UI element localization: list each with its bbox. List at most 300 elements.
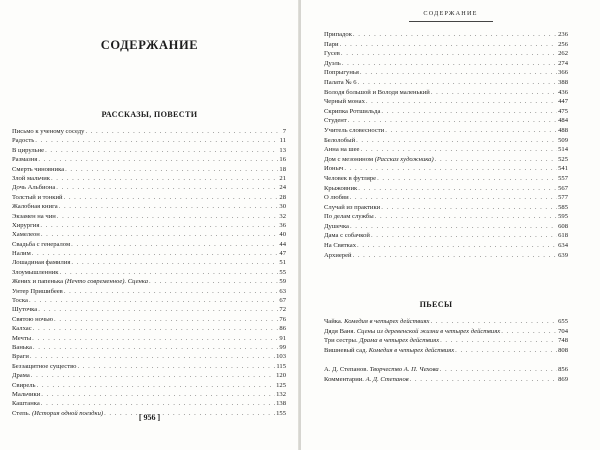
toc-entry-title bbox=[324, 317, 429, 327]
toc-dot-leader bbox=[501, 327, 557, 337]
toc-entry bbox=[12, 277, 286, 286]
toc-dot-leader bbox=[358, 78, 558, 88]
toc-entry bbox=[324, 59, 568, 69]
toc-dot-leader bbox=[71, 258, 278, 267]
toc-entry-main-title: Лошадиная фамилия bbox=[12, 259, 71, 267]
toc-entry-page: 72 bbox=[279, 306, 286, 314]
toc-entry-main-title: Ионыч bbox=[324, 165, 344, 173]
toc-entry-title bbox=[324, 251, 352, 261]
toc-entry-page: 115 bbox=[276, 362, 286, 370]
toc-entry-main-title: Шуточка bbox=[12, 306, 38, 314]
toc-entry-main-title: Ванька bbox=[12, 343, 32, 351]
toc-entry bbox=[324, 193, 568, 203]
toc-entry-page: 704 bbox=[558, 327, 568, 335]
toc-entry bbox=[12, 155, 286, 164]
toc-entry-main-title: По делам службы bbox=[324, 213, 374, 221]
toc-dot-leader bbox=[440, 336, 557, 346]
toc-entry-page: 274 bbox=[558, 59, 568, 67]
toc-entry-page: 577 bbox=[558, 194, 568, 202]
toc-entry bbox=[324, 164, 568, 174]
toc-entry-title bbox=[324, 336, 439, 346]
toc-entry-title bbox=[324, 78, 357, 88]
toc-entry-title bbox=[12, 212, 56, 221]
toc-entry bbox=[12, 193, 286, 202]
toc-entry-title bbox=[12, 334, 31, 343]
toc-entry-title bbox=[12, 277, 148, 286]
toc-entry bbox=[324, 336, 568, 346]
toc-entry-page: 514 bbox=[558, 146, 568, 154]
toc-dot-leader bbox=[360, 145, 557, 155]
toc-entry bbox=[324, 88, 568, 98]
toc-entry-page: 655 bbox=[558, 318, 568, 325]
toc-entry-title bbox=[12, 136, 34, 145]
toc-entry-page: 91 bbox=[279, 334, 286, 342]
toc-entry bbox=[12, 390, 286, 399]
toc-entry-title bbox=[12, 315, 53, 324]
right-page bbox=[301, 0, 600, 450]
toc-entry bbox=[12, 136, 286, 145]
toc-entry-main-title: Пари bbox=[324, 40, 339, 48]
toc-entry-title bbox=[12, 268, 58, 277]
toc-entry bbox=[12, 381, 286, 390]
toc-dot-leader bbox=[377, 174, 557, 184]
toc-entry-page: 557 bbox=[558, 174, 568, 182]
toc-entry-main-title: Драма bbox=[12, 372, 30, 380]
toc-entry-page: 262 bbox=[558, 50, 568, 58]
toc-entry bbox=[12, 324, 286, 333]
toc-entry-main-title: Дочь Альбиона bbox=[12, 184, 56, 192]
toc-entry-main-title: Черный монах bbox=[324, 98, 365, 106]
toc-entry-page: 608 bbox=[558, 222, 568, 230]
toc-dot-leader bbox=[430, 317, 557, 327]
toc-entry-page: 748 bbox=[558, 337, 568, 345]
toc-dot-leader bbox=[353, 251, 558, 261]
toc-dot-leader bbox=[410, 375, 557, 385]
toc-dot-leader bbox=[59, 202, 279, 211]
toc-entry-page: 541 bbox=[558, 165, 568, 173]
toc-entry-main-title: А. Д. Степанов. bbox=[324, 365, 370, 373]
toc-dot-leader bbox=[33, 343, 279, 352]
toc-entry-main-title: Учитель словесности bbox=[324, 126, 385, 134]
toc-dot-leader bbox=[59, 268, 278, 277]
toc-entry-page: 59 bbox=[279, 278, 286, 286]
toc-entry bbox=[324, 49, 568, 59]
toc-entry bbox=[324, 212, 568, 222]
toc-entry-title bbox=[12, 174, 50, 183]
toc-entry bbox=[324, 203, 568, 213]
toc-entry-page: 484 bbox=[558, 117, 568, 125]
toc-dot-leader bbox=[45, 146, 278, 155]
toc-entry-page: 55 bbox=[279, 268, 286, 276]
toc-dot-leader bbox=[64, 193, 279, 202]
toc-dot-leader bbox=[371, 231, 557, 241]
toc-dot-leader bbox=[348, 116, 557, 126]
left-page bbox=[0, 0, 299, 450]
toc-entry-main-title: В цирульне bbox=[12, 146, 45, 154]
toc-entry-title bbox=[324, 68, 359, 78]
toc-entry bbox=[12, 183, 286, 192]
toc-entry-subtitle: (История одной поездки) bbox=[31, 409, 104, 417]
toc-entry-main-title: Припадок bbox=[324, 31, 352, 38]
toc-entry-title bbox=[12, 352, 29, 361]
toc-dot-leader bbox=[64, 287, 279, 296]
toc-dot-leader bbox=[32, 334, 278, 343]
toc-entry-title bbox=[324, 116, 347, 126]
toc-entry-page: 18 bbox=[279, 165, 286, 173]
toc-dot-leader bbox=[341, 49, 557, 59]
toc-entry-page: 436 bbox=[558, 88, 568, 96]
toc-entry-title bbox=[324, 107, 380, 117]
toc-entry-title bbox=[324, 212, 374, 222]
toc-entry-page: 28 bbox=[279, 193, 286, 201]
toc-entry-page: 138 bbox=[276, 400, 286, 408]
toc-entry-main-title: Свадьба с генералом bbox=[12, 240, 71, 248]
toc-entry bbox=[324, 355, 568, 365]
toc-entry bbox=[324, 155, 568, 165]
toc-entry-title bbox=[324, 40, 339, 50]
toc-entry-main-title: Три сестры. bbox=[324, 337, 360, 345]
toc-entry bbox=[324, 222, 568, 232]
toc-dot-leader bbox=[30, 352, 275, 361]
toc-dot-leader bbox=[77, 362, 275, 371]
toc-stories-left bbox=[12, 127, 286, 418]
toc-entry-main-title: Чайка. bbox=[324, 318, 345, 325]
toc-entry-main-title: Попрыгунья bbox=[324, 69, 359, 77]
toc-entry-main-title: Дама с собачкой bbox=[324, 232, 370, 240]
toc-entry-title bbox=[12, 324, 32, 333]
toc-entry-main-title: Враги bbox=[12, 353, 29, 361]
toc-entry-page: 525 bbox=[558, 155, 568, 163]
toc-entry bbox=[12, 287, 286, 296]
toc-entry bbox=[324, 145, 568, 155]
toc-dot-leader bbox=[342, 59, 557, 69]
toc-entry bbox=[324, 241, 568, 251]
toc-entry bbox=[12, 212, 286, 221]
toc-dot-leader bbox=[41, 399, 275, 408]
toc-entry-title bbox=[12, 202, 58, 211]
toc-entry-page: 99 bbox=[279, 343, 286, 351]
toc-entry-page: 47 bbox=[279, 250, 286, 258]
toc-entry-main-title: Дом с мезонином bbox=[324, 155, 375, 163]
toc-entry-page: 7 bbox=[282, 128, 286, 135]
toc-entry-title bbox=[12, 221, 39, 230]
toc-entry-subtitle: Комедия в четырех действиях bbox=[344, 318, 430, 325]
toc-entry-page: 13 bbox=[279, 146, 286, 154]
toc-dot-leader bbox=[366, 97, 557, 107]
toc-dot-leader bbox=[38, 155, 278, 164]
toc-entry-page: 125 bbox=[276, 381, 286, 389]
toc-entry bbox=[12, 146, 286, 155]
page-title: СОДЕРЖАНИЕ bbox=[100, 38, 199, 52]
toc-entry-title bbox=[324, 174, 376, 184]
toc-entry-title bbox=[12, 258, 70, 267]
toc-entry-page: 67 bbox=[279, 297, 286, 305]
toc-entry-page: 634 bbox=[558, 242, 568, 250]
toc-entry-main-title: Экзамен на чин bbox=[12, 212, 56, 220]
toc-entry-main-title: Налим bbox=[12, 250, 31, 258]
toc-entry-main-title: Душечка bbox=[324, 222, 349, 230]
toc-entry-page: 366 bbox=[558, 69, 568, 77]
toc-dot-leader bbox=[38, 305, 278, 314]
toc-entry bbox=[12, 362, 286, 371]
toc-entry bbox=[12, 221, 286, 230]
toc-dot-leader bbox=[41, 390, 275, 399]
toc-entry-title bbox=[324, 184, 357, 194]
toc-entry-title bbox=[324, 375, 409, 385]
toc-entry-title bbox=[324, 59, 341, 69]
toc-entry-page: 595 bbox=[558, 213, 568, 221]
toc-dot-leader bbox=[54, 315, 278, 324]
toc-entry bbox=[12, 371, 286, 380]
toc-entry-subtitle: Сцены из деревенской жизни в четырех действиях bbox=[356, 327, 501, 335]
toc-entry-main-title: Унтер Пришибеев bbox=[12, 287, 63, 295]
toc-entry bbox=[12, 268, 286, 277]
toc-entry-subtitle: (Нечто современное). Сценка bbox=[64, 278, 149, 286]
toc-entry-page: 11 bbox=[279, 137, 286, 145]
toc-entry-main-title: Студент bbox=[324, 117, 347, 125]
section-title-stories: РАССКАЗЫ, ПОВЕСТИ bbox=[101, 110, 198, 119]
toc-entry-page: 40 bbox=[279, 231, 286, 239]
toc-entry bbox=[12, 240, 286, 249]
toc-entry-title bbox=[324, 30, 352, 40]
toc-entry-title bbox=[12, 249, 31, 258]
toc-entry-title bbox=[324, 155, 434, 165]
toc-entry bbox=[324, 136, 568, 146]
toc-dot-leader bbox=[375, 212, 557, 222]
toc-entry-page: 488 bbox=[558, 126, 568, 134]
toc-entry-main-title: Жених и папенька bbox=[12, 278, 65, 286]
toc-entry-main-title: Володя большой и Володя маленький bbox=[324, 88, 430, 96]
toc-entry bbox=[12, 258, 286, 267]
toc-entry-page: 639 bbox=[558, 251, 568, 259]
toc-dot-leader bbox=[65, 165, 278, 174]
toc-entry bbox=[324, 126, 568, 136]
toc-entry-page: 36 bbox=[279, 221, 286, 229]
toc-entry-main-title: Злоумышленник bbox=[12, 268, 59, 276]
toc-entry-main-title: Святою ночью bbox=[12, 315, 54, 323]
toc-entry-main-title: Злой мальчик bbox=[12, 174, 50, 182]
toc-entry-main-title: Крыжовник bbox=[324, 184, 358, 192]
toc-entry-page: 567 bbox=[558, 184, 568, 192]
toc-entry-main-title: Архиерей bbox=[324, 251, 352, 259]
toc-entry-main-title: Мечты bbox=[12, 334, 32, 342]
toc-entry-subtitle: (Рассказ художника) bbox=[374, 155, 434, 163]
toc-entry-page: 256 bbox=[558, 40, 568, 48]
toc-dot-leader bbox=[51, 174, 278, 183]
toc-entry-title bbox=[12, 305, 37, 314]
running-head-rule bbox=[409, 21, 493, 22]
toc-dot-leader bbox=[32, 249, 279, 258]
toc-entry-main-title: Хамелеон bbox=[12, 231, 40, 239]
toc-entry-title bbox=[12, 362, 76, 371]
toc-entry bbox=[12, 352, 286, 361]
toc-entry-title bbox=[12, 371, 30, 380]
toc-entry-main-title: Хирургия bbox=[12, 221, 40, 229]
toc-entry bbox=[12, 127, 286, 136]
toc-dot-leader bbox=[40, 221, 278, 230]
toc-entry-subtitle: Драма в четырех действиях bbox=[359, 337, 440, 345]
toc-dot-leader bbox=[381, 203, 557, 213]
toc-entry-title bbox=[324, 241, 356, 251]
toc-entry-main-title: Гусев bbox=[324, 50, 340, 58]
toc-entry-title bbox=[324, 346, 454, 356]
page-number: [ 956 ] bbox=[138, 413, 161, 422]
toc-entry bbox=[324, 317, 568, 327]
toc-entry-title bbox=[324, 365, 439, 375]
toc-entry-title bbox=[324, 193, 349, 203]
running-head: СОДЕРЖАНИЕ bbox=[423, 10, 478, 17]
toc-entry-title bbox=[324, 145, 359, 155]
toc-entry-page: 155 bbox=[276, 409, 286, 417]
toc-entry-page: 388 bbox=[558, 78, 568, 86]
toc-dot-leader bbox=[149, 277, 278, 286]
toc-entry-main-title: Человек в футляре bbox=[324, 174, 377, 182]
toc-entry bbox=[12, 174, 286, 183]
toc-entry bbox=[12, 343, 286, 352]
toc-entry-page: 76 bbox=[279, 315, 286, 323]
toc-entry-page: 16 bbox=[279, 156, 286, 164]
toc-entry-subtitle: Комедия в четырех действиях bbox=[368, 346, 455, 354]
toc-entry-title bbox=[324, 327, 500, 337]
toc-entry bbox=[324, 107, 568, 117]
toc-entry-page: 44 bbox=[279, 240, 286, 248]
toc-entry-title bbox=[324, 126, 384, 136]
toc-entry bbox=[324, 78, 568, 88]
toc-entry-main-title: Степь. bbox=[12, 409, 32, 417]
toc-entry-main-title: Случай из практики bbox=[324, 203, 381, 211]
toc-dot-leader bbox=[29, 296, 278, 305]
toc-entry-page: 475 bbox=[558, 107, 568, 115]
toc-dot-leader bbox=[357, 241, 557, 251]
toc-entry-main-title: Беззащитное существо bbox=[12, 362, 77, 370]
toc-stories-right bbox=[324, 30, 568, 260]
toc-entry-title bbox=[12, 165, 64, 174]
toc-entry-page: 51 bbox=[279, 259, 286, 267]
toc-entry bbox=[324, 30, 568, 40]
toc-dot-leader bbox=[85, 127, 281, 136]
toc-dot-leader bbox=[435, 155, 557, 165]
toc-entry-title bbox=[324, 222, 349, 232]
toc-entry-main-title: Радость bbox=[12, 137, 35, 145]
toc-entry-main-title: Свирель bbox=[12, 381, 36, 389]
toc-entry-title bbox=[12, 381, 36, 390]
toc-entry-page: 103 bbox=[276, 353, 286, 361]
toc-entry bbox=[324, 375, 568, 385]
toc-plays bbox=[324, 317, 568, 384]
toc-entry bbox=[12, 334, 286, 343]
toc-entry-title bbox=[12, 390, 40, 399]
toc-entry-title bbox=[324, 231, 370, 241]
toc-entry-main-title: Смерть чиновника bbox=[12, 165, 65, 173]
toc-entry-main-title: Размазня bbox=[12, 156, 38, 164]
toc-entry-subtitle: А. Д. Степанов bbox=[365, 375, 409, 383]
toc-entry-title bbox=[12, 399, 40, 408]
toc-entry bbox=[324, 327, 568, 337]
toc-dot-leader bbox=[37, 381, 276, 390]
toc-entry bbox=[12, 399, 286, 408]
toc-entry bbox=[324, 68, 568, 78]
toc-dot-leader bbox=[353, 30, 557, 40]
toc-dot-leader bbox=[385, 126, 557, 136]
toc-entry-page: 585 bbox=[558, 203, 568, 211]
toc-dot-leader bbox=[35, 136, 278, 145]
toc-entry-title bbox=[12, 193, 63, 202]
toc-entry-title bbox=[324, 88, 430, 98]
toc-dot-leader bbox=[56, 183, 278, 192]
toc-dot-leader bbox=[455, 346, 557, 356]
toc-dot-leader bbox=[71, 240, 278, 249]
toc-entry-page: 30 bbox=[279, 203, 286, 211]
toc-dot-leader bbox=[31, 371, 275, 380]
toc-entry bbox=[12, 249, 286, 258]
section-title-plays: ПЬЕСЫ bbox=[419, 300, 453, 309]
toc-entry bbox=[12, 305, 286, 314]
toc-entry-title bbox=[12, 296, 28, 305]
toc-entry-main-title: Палата № 6 bbox=[324, 78, 357, 86]
toc-entry bbox=[324, 40, 568, 50]
toc-entry bbox=[324, 174, 568, 184]
toc-entry-main-title: Вишневый сад. bbox=[324, 346, 369, 354]
toc-entry-title bbox=[12, 183, 55, 192]
toc-entry-main-title: Дуэль bbox=[324, 59, 341, 67]
toc-dot-leader bbox=[356, 136, 557, 146]
toc-entry bbox=[12, 165, 286, 174]
toc-entry-main-title: Комментарии. bbox=[324, 375, 366, 383]
toc-entry-main-title: Скрипка Ротшильда bbox=[324, 107, 381, 115]
toc-entry-title bbox=[12, 343, 32, 352]
toc-entry-title bbox=[12, 230, 40, 239]
toc-entry-page: 618 bbox=[558, 232, 568, 240]
toc-entry-main-title: О любви bbox=[324, 194, 349, 202]
toc-entry-main-title: Белолобый bbox=[324, 136, 356, 144]
toc-entry bbox=[12, 296, 286, 305]
toc-entry-title bbox=[324, 136, 355, 146]
toc-dot-leader bbox=[431, 88, 557, 98]
toc-entry-title bbox=[324, 203, 380, 213]
toc-dot-leader bbox=[41, 230, 279, 239]
toc-dot-leader bbox=[360, 68, 557, 78]
toc-entry bbox=[324, 184, 568, 194]
toc-entry-main-title: Толстый и тонкий bbox=[12, 193, 63, 201]
toc-dot-leader bbox=[440, 365, 557, 375]
toc-entry-main-title: Тоска bbox=[12, 297, 28, 305]
toc-dot-leader bbox=[381, 107, 557, 117]
toc-entry bbox=[324, 251, 568, 261]
toc-entry-title bbox=[324, 97, 365, 107]
toc-dot-leader bbox=[350, 193, 557, 203]
toc-entry bbox=[12, 315, 286, 324]
toc-entry-page: 447 bbox=[558, 98, 568, 106]
toc-entry-main-title: Письмо к ученому соседу bbox=[12, 128, 85, 135]
toc-entry-title bbox=[12, 155, 37, 164]
toc-entry-title bbox=[12, 146, 44, 155]
toc-entry-title bbox=[12, 287, 63, 296]
toc-entry-page: 86 bbox=[279, 325, 286, 333]
toc-dot-leader bbox=[33, 324, 279, 333]
toc-entry-title bbox=[324, 49, 340, 59]
toc-entry-page: 132 bbox=[276, 390, 286, 398]
toc-dot-leader bbox=[358, 184, 557, 194]
toc-entry-title bbox=[324, 164, 343, 174]
toc-entry-main-title: На Святках bbox=[324, 242, 357, 250]
toc-entry bbox=[324, 116, 568, 126]
toc-entry-page: 856 bbox=[558, 365, 568, 373]
toc-entry bbox=[324, 97, 568, 107]
toc-entry-page: 21 bbox=[279, 174, 286, 182]
toc-dot-leader bbox=[344, 164, 557, 174]
toc-entry bbox=[324, 365, 568, 375]
toc-entry-main-title: Мальчики bbox=[12, 390, 41, 398]
